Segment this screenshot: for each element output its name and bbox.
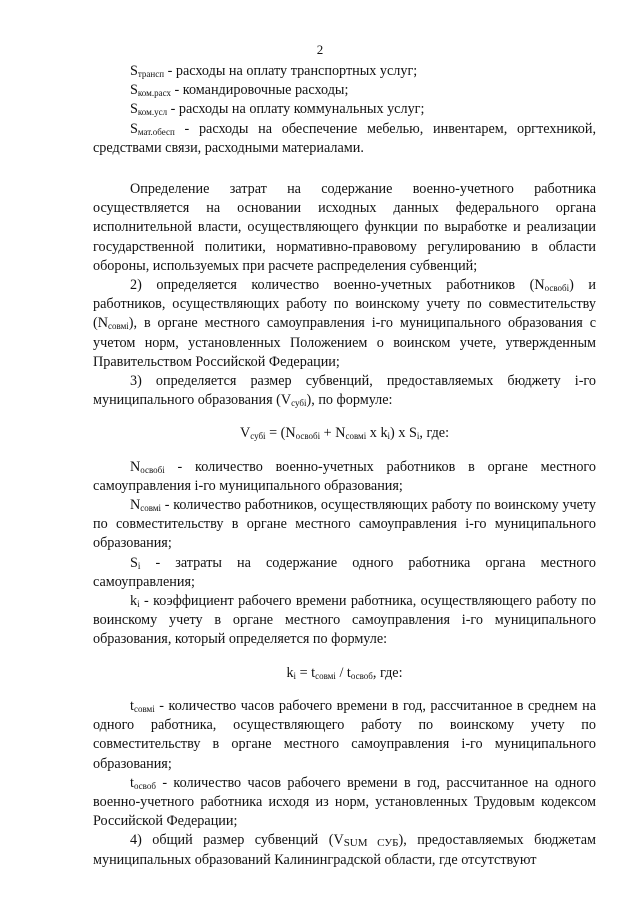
definition-text: - количество военно-учетных работников в органе местного самоуправления i-го муниципального образования;	[93, 458, 596, 494]
formula-part: , где:	[372, 664, 403, 681]
symbol: S	[130, 101, 138, 118]
definition-text: - коэффициент рабочего времени работника, осуществляющего работу по воинскому учету в органе местного самоуправления i-го муниципального образования, который определяется по формуле:	[93, 593, 596, 648]
definition-s-i	[93, 554, 596, 592]
symbol: S	[130, 82, 138, 99]
text: 2) определяется количество военно-учетных работников (N	[130, 277, 545, 294]
definition-t-osvob	[93, 774, 596, 832]
subscript: совмi	[140, 503, 162, 514]
definition-text: - командировочные расходы;	[170, 82, 349, 99]
item-2	[93, 276, 596, 372]
subscript: трансп	[137, 69, 165, 79]
formula-part: = (N	[265, 425, 296, 442]
text: ) и работников, осуществляющих работу по воинскому учету по совместительству (N	[93, 277, 596, 332]
subscript: i	[293, 670, 297, 681]
subscript: освобi	[140, 464, 165, 475]
item-4	[93, 831, 596, 869]
text: ), в органе местного самоуправления i-го муниципального образования с учетом норм, установленных Положением о воинском учете, утвержденным Правительством Российской Федерации;	[93, 315, 596, 370]
formula-part: , где:	[419, 425, 450, 442]
symbol: t	[130, 774, 134, 791]
subscript: i	[137, 599, 140, 610]
definition-n-sovm	[93, 496, 596, 554]
formula-part: k	[286, 664, 294, 681]
subscript: совмi	[315, 670, 336, 681]
formula-part: + N	[320, 425, 346, 442]
definition-text: - расходы на оплату коммунальных услуг;	[167, 101, 425, 118]
definition-n-osvob	[93, 458, 596, 496]
formula-subvention	[93, 424, 596, 443]
formula-coefficient	[93, 664, 596, 683]
definition-text: - расходы на оплату транспортных услуг;	[164, 63, 418, 79]
document-body	[93, 62, 596, 870]
symbol: t	[130, 697, 134, 714]
definition-text: - количество работников, осуществляющих работу по воинскому учету по совместительству в органе местного самоуправления i-го муниципального образования;	[93, 497, 596, 552]
text: ), по формуле:	[306, 392, 393, 409]
subscript: i	[387, 431, 391, 442]
cost-definitions	[93, 62, 596, 158]
definition-travel	[93, 81, 596, 100]
symbol: S	[130, 63, 138, 79]
formula-part: x k	[366, 425, 388, 442]
subscript: освоб	[350, 670, 373, 681]
subscript: SUM СУБ	[343, 837, 399, 850]
subscript: совмi	[133, 703, 155, 714]
page-number: 2	[316, 42, 324, 57]
text: ), предоставляемых бюджетам муниципальных образований Калининградской области, где отсутствуют	[93, 832, 596, 868]
formula-part: = t	[296, 664, 316, 681]
subscript: субi	[250, 431, 266, 442]
coefficient-definitions	[93, 697, 596, 831]
item-3	[93, 372, 596, 410]
definition-text: - количество часов рабочего времени в год, рассчитанное на одного военно-учетного работника исходя из норм, установленных Трудовым кодексом Российской Федерации;	[93, 774, 596, 830]
subscript: i	[416, 431, 420, 442]
formula-part: ) x S	[390, 425, 417, 442]
subscript: освоб	[133, 780, 156, 791]
subscript: освобi	[544, 283, 570, 294]
subscript: освобi	[295, 431, 321, 442]
symbol: k	[130, 593, 138, 610]
subscript: совмi	[345, 431, 367, 442]
definition-text: - затраты на содержание одного работника органа местного самоуправления;	[93, 554, 596, 590]
formula-part: V	[239, 425, 251, 442]
symbol: N	[130, 497, 141, 514]
definition-text: - количество часов рабочего времени в год, рассчитанное в среднем на одного работника, осуществляющего работу по воинскому учету по совместительству в органе местного самоуправления i-го муниципального образования;	[93, 697, 596, 772]
subscript: i	[137, 560, 141, 571]
text: 4) общий размер субвенций (V	[130, 832, 344, 849]
subscript: ком.усл	[137, 107, 168, 118]
definition-materials	[93, 120, 596, 158]
definition-t-sovm	[93, 697, 596, 774]
definition-transport	[93, 62, 596, 81]
formula-part: / t	[335, 664, 351, 681]
formula-definitions	[93, 458, 596, 650]
definition-utilities	[93, 100, 596, 119]
subscript: мат.обесп	[137, 126, 175, 137]
subscript: ком.расх	[137, 88, 171, 99]
symbol: S	[130, 120, 138, 137]
symbol: N	[130, 458, 141, 475]
text: 3) определяется размер субвенций, предоставляемых бюджету i-го муниципального образования (V	[93, 373, 596, 409]
subscript: субi	[291, 398, 307, 409]
paragraph-cost-determination: Определение затрат на содержание военно-учетного работника осуществляется на основании исходных данных федерального органа исполнительной власти, осуществляющего функции по выработке и реализации государственной политики, нормативно-правовому регулированию в области обороны, используемых при расчете распределения субвенций;	[93, 181, 596, 274]
definition-text: - расходы на обеспечение мебелью, инвентарем, оргтехникой, средствами связи, расходными материалами.	[93, 120, 596, 156]
symbol: S	[130, 554, 138, 571]
definition-k-i	[93, 592, 596, 650]
subscript: совмi	[107, 321, 129, 332]
